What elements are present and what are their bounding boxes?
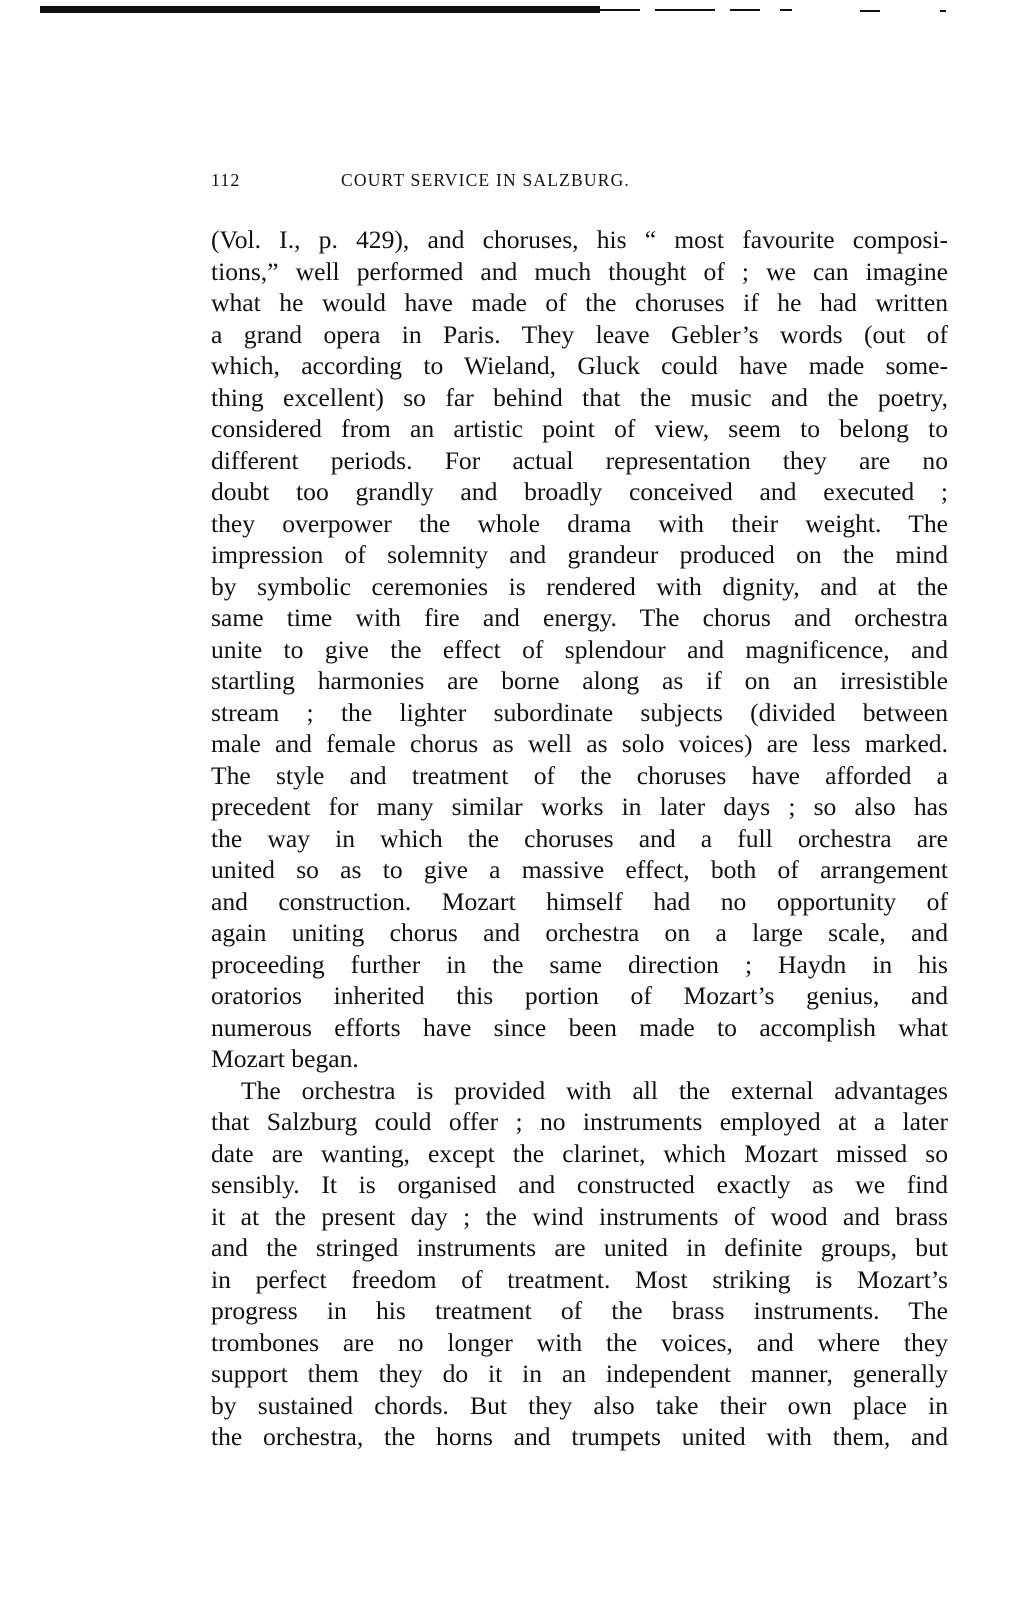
text-line: Mozart began. [211, 1044, 359, 1073]
text-line: again uniting chorus and orchestra on a large scale, and [211, 918, 948, 947]
text-line: they overpower the whole drama with their weight. The [211, 508, 948, 538]
text-line: that Salzburg could offer ; no instruments employed at a later [211, 1107, 948, 1136]
text-line: in perfect freedom of treatment. Most striking is Mozart’s [211, 1264, 948, 1294]
text-line: support them they do it in an independent manner, generally [211, 1359, 948, 1388]
book-page [211, 170, 948, 1453]
running-head [211, 170, 948, 200]
paragraph [211, 1075, 948, 1453]
text-line: considered from an artistic point of view, seem to belong to [211, 414, 948, 443]
text-line: sensibly. It is organised and constructed exactly as we find [211, 1170, 948, 1199]
text-line: it at the present day ; the wind instruments of wood and brass [211, 1201, 948, 1231]
paragraph [211, 224, 948, 1075]
body-text [211, 224, 948, 1453]
text-line: oratorios inherited this portion of Mozart’s genius, and [211, 981, 948, 1010]
text-line: (Vol. I., p. 429), and choruses, his “ most favourite composi- [211, 225, 948, 254]
running-title: COURT SERVICE IN SALZBURG. [341, 170, 631, 190]
text-line: a grand opera in Paris. They leave Gebler’s words (out of [211, 319, 948, 349]
text-line: and construction. Mozart himself had no opportunity of [211, 886, 948, 916]
text-line: date are wanting, except the clarinet, which Mozart missed so [211, 1138, 948, 1168]
scan-edge-artifact [40, 6, 940, 12]
text-line: different periods. For actual representation they are no [211, 445, 948, 475]
text-line: startling harmonies are borne along as if on an irresistible [211, 666, 948, 695]
text-line: unite to give the effect of splendour and magnificence, and [211, 634, 948, 664]
text-line: stream ; the lighter subordinate subjects (divided between [211, 697, 948, 727]
text-line: tions,” well performed and much thought of ; we can imagine [211, 256, 948, 286]
text-line: progress in his treatment of the brass instruments. The [211, 1296, 948, 1325]
text-line: by symbolic ceremonies is rendered with dignity, and at the [211, 571, 948, 601]
text-line: doubt too grandly and broadly conceived and executed ; [211, 477, 948, 506]
text-line: the way in which the choruses and a full orchestra are [211, 823, 948, 853]
text-line: and the stringed instruments are united in definite groups, but [211, 1233, 948, 1262]
text-line: same time with fire and energy. The chorus and orchestra [211, 603, 948, 632]
text-line: which, according to Wieland, Gluck could have made some- [211, 351, 948, 380]
text-line: proceeding further in the same direction ; Haydn in his [211, 949, 948, 979]
text-line: the orchestra, the horns and trumpets united with them, and [211, 1422, 948, 1451]
text-line: precedent for many similar works in later days ; so also has [211, 792, 948, 821]
page-number: 112 [211, 170, 241, 190]
text-line: The style and treatment of the choruses have afforded a [211, 760, 948, 790]
text-line: numerous efforts have since been made to accomplish what [211, 1012, 948, 1042]
text-line: The orchestra is provided with all the external advantages [241, 1075, 948, 1105]
text-line: male and female chorus as well as solo voices) are less marked. [211, 729, 948, 758]
text-line: impression of solemnity and grandeur produced on the mind [211, 540, 948, 569]
text-line: united so as to give a massive effect, both of arrangement [211, 855, 948, 884]
text-line: thing excellent) so far behind that the music and the poetry, [211, 382, 948, 412]
text-line: what he would have made of the choruses if he had written [211, 288, 948, 317]
text-line: trombones are no longer with the voices, and where they [211, 1327, 948, 1357]
text-line: by sustained chords. But they also take their own place in [211, 1390, 948, 1420]
